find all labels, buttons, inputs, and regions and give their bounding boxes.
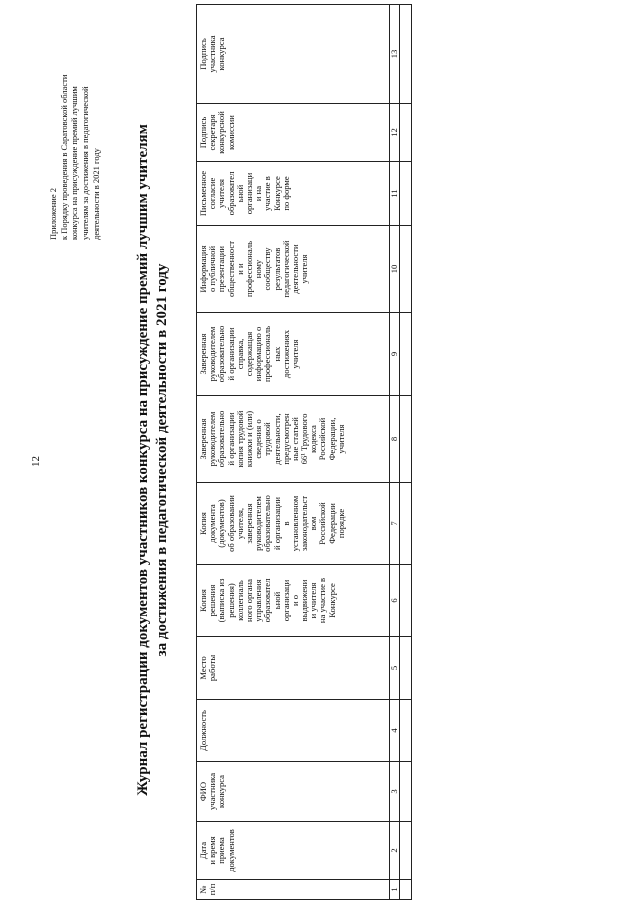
header-text: Письменное согласие учителя образовател ьной организаци и на участие в Конкурсе по форме xyxy=(198,170,291,217)
header-cell xyxy=(197,226,390,313)
header-text: Должность xyxy=(198,710,208,751)
header-text: Копия решения (выписка из решения) коллегиаль ного органа управления образовател ьной организаци и о выдвижени и учителя на участие в Конкурсе xyxy=(198,577,337,624)
header-cell xyxy=(197,762,390,822)
column-number-cell: 9 xyxy=(390,313,400,396)
table-cell xyxy=(400,396,412,483)
table-cell xyxy=(400,313,412,396)
column-number-cell: 12 xyxy=(390,104,400,162)
column-number-cell: 3 xyxy=(390,762,400,822)
table-cell xyxy=(400,822,412,880)
table-cell xyxy=(400,162,412,226)
header-text: ФИО участника конкурса xyxy=(198,772,227,811)
header-cell xyxy=(197,880,390,900)
column-number-cell: 13 xyxy=(390,5,400,104)
header-cell xyxy=(197,822,390,880)
header-text: Место работы xyxy=(198,654,218,682)
header-cell xyxy=(197,483,390,565)
header-text: Информация о публичной презентации общественност и и профессиональ ному сообществу результатов педагогической деятельности учителя xyxy=(198,240,310,298)
table-row xyxy=(400,5,412,900)
table-cell xyxy=(400,565,412,637)
column-number-cell: 11 xyxy=(390,162,400,226)
column-number-cell: 10 xyxy=(390,226,400,313)
header-cell xyxy=(197,396,390,483)
table-cell xyxy=(400,226,412,313)
header-text: Подпись секретаря конкурсной комиссии xyxy=(198,111,236,154)
header-cell xyxy=(197,637,390,700)
header-text: Заверенная руководителем образовательно й организации копия трудовой книжки и (или) сведения о трудовой деятельности, предусмотрен ные статьей 66¹ Трудового кодекса Российской Федерации, учителя xyxy=(198,410,346,468)
column-number-cell: 6 xyxy=(390,565,400,637)
table-cell xyxy=(400,104,412,162)
appendix-note: Приложение 2 к Порядку проведения в Саратовской области конкурса на присуждение премий лучшим учителям за достижения в педагогической деятельности в 2021 году xyxy=(48,74,101,240)
table-cell xyxy=(400,700,412,762)
column-number-cell: 1 xyxy=(390,880,400,900)
header-cell xyxy=(197,104,390,162)
table-cell xyxy=(400,5,412,104)
header-text: Копия документа (документов) об образовании учителя, заверенная руководителем образовательно й организации в установленном законодательст вом Российской Федерации порядке xyxy=(198,495,346,552)
column-number-cell: 7 xyxy=(390,483,400,565)
column-number-cell: 8 xyxy=(390,396,400,483)
table-cell xyxy=(400,762,412,822)
table-cell xyxy=(400,637,412,700)
table-cell xyxy=(400,483,412,565)
page-number: 12 xyxy=(30,456,42,467)
header-cell xyxy=(197,565,390,637)
header-text: Подпись участника конкурса xyxy=(198,35,227,73)
header-cell xyxy=(197,700,390,762)
header-cell xyxy=(197,162,390,226)
header-cell xyxy=(197,313,390,396)
column-number-row xyxy=(390,5,400,900)
column-number-cell: 4 xyxy=(390,700,400,762)
header-text: Заверенная руководителем образовательно й организации справка, содержащая информацию о профессиональ ных достижениях учителя xyxy=(198,325,300,383)
column-number-cell: 5 xyxy=(390,637,400,700)
registration-journal-table xyxy=(196,4,412,900)
header-text: № п/п xyxy=(198,883,218,896)
table-cell xyxy=(400,880,412,900)
header-row xyxy=(197,5,390,900)
header-cell xyxy=(197,5,390,104)
document-title: Журнал регистрации документов участников конкурса на присуждение премий лучшим учителям за достижения в педагогической деятельности в 2021 году xyxy=(135,124,171,796)
column-number-cell: 2 xyxy=(390,822,400,880)
header-text: Дата и время приема документов xyxy=(198,829,236,872)
